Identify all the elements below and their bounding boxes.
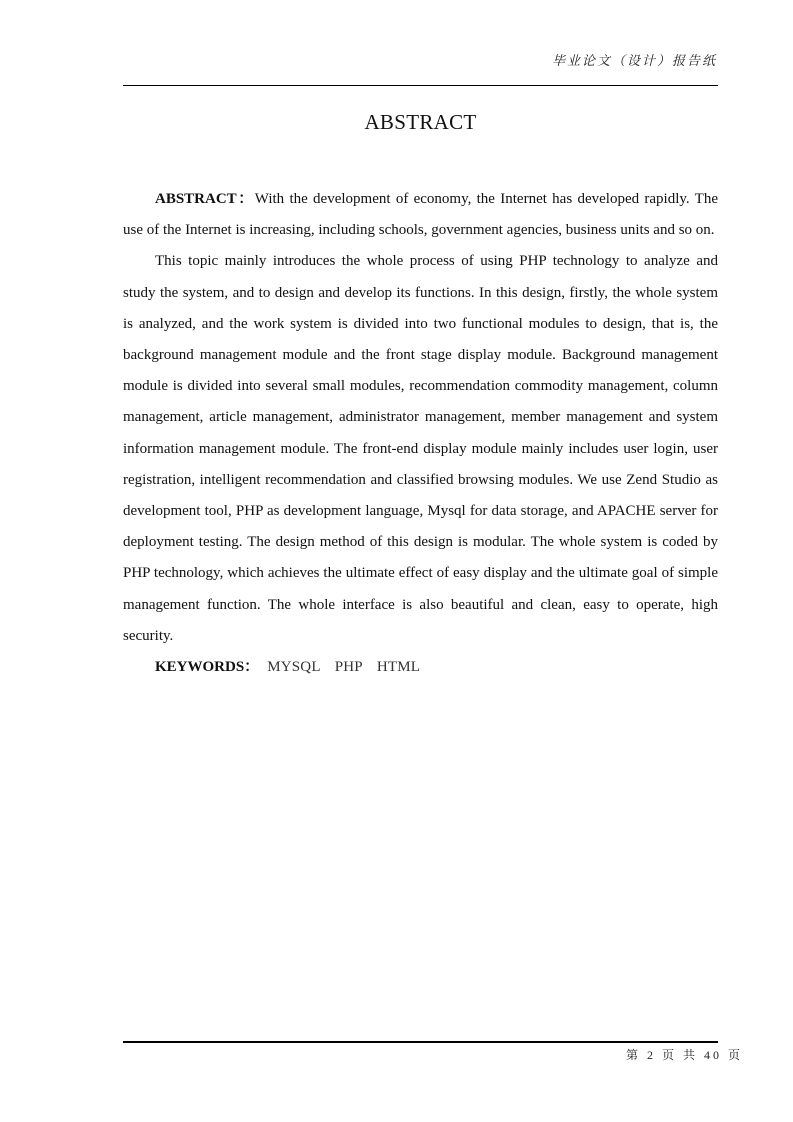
- abstract-body: [123, 184, 718, 683]
- header-divider: [123, 85, 718, 86]
- document-title: ABSTRACT: [364, 110, 477, 134]
- page-header-title: 毕业论文（设计）报告纸: [551, 54, 717, 69]
- keywords-line: [123, 652, 718, 683]
- abstract-paragraph-1-text: With the development of economy, the Internet has developed rapidly. The use of the Internet is increasing, including schools, government agencies, business units and so on.: [123, 191, 718, 239]
- abstract-label: ABSTRACT：: [155, 191, 255, 207]
- keywords-label: KEYWORDS：: [155, 659, 260, 676]
- keyword-item: MYSQL: [267, 659, 321, 676]
- keywords-list: [267, 659, 434, 675]
- footer-divider: [123, 1041, 718, 1043]
- abstract-paragraph-1: [123, 184, 718, 246]
- keyword-item: PHP: [334, 659, 363, 676]
- page-number: 第 2 页 共 40 页: [626, 1048, 744, 1062]
- keyword-item: HTML: [376, 659, 421, 676]
- abstract-paragraph-2: This topic mainly introduces the whole process of using PHP technology to analyze and study the system, and to design and develop its functions. In this design, firstly, the whole system is analyzed, and the work system is divided into two functional modules to design, that is, the background management module and the front stage display module. Background management module is divided into several small modules, recommendation commodity management, column management, article management, administrator management, member management and system information management module. The front-end display module mainly includes user login, user registration, intelligent recommendation and classified browsing modules. We use Zend Studio as development tool, PHP as development language, Mysql for data storage, and APACHE server for deployment testing. The design method of this design is modular. The whole system is coded by PHP technology, which achieves the ultimate effect of easy display and the ultimate goal of simple management function. The whole interface is also beautiful and clean, easy to operate, high security.: [123, 253, 718, 644]
